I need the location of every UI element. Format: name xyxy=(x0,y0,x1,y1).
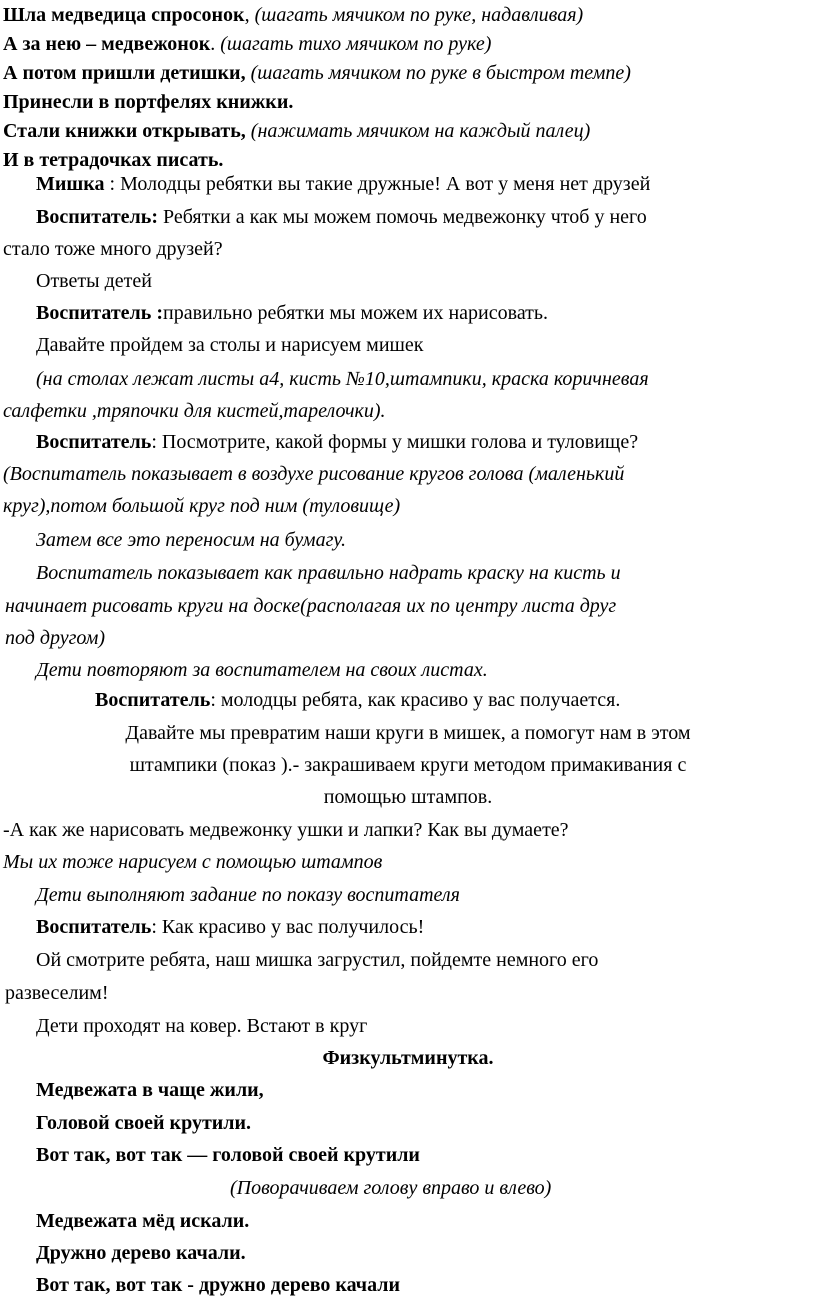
exercise-line-4: Медвежата мёд искали. xyxy=(36,1210,250,1232)
teacher-line-4 xyxy=(95,685,620,715)
task-note: Дети выполняют задание по показу воспитателя xyxy=(36,884,460,906)
exercise-line-2: Головой своей крутили. xyxy=(36,1112,252,1134)
speech-text: правильно ребятки мы можем их нарисовать. xyxy=(162,302,549,324)
go-to-tables: Давайте пройдем за столы и нарисуем мишек xyxy=(36,334,424,356)
exercise-line-3: Вот так, вот так — головой своей крутили xyxy=(36,1144,420,1166)
poem-text: А за нею – медвежонок xyxy=(3,33,211,55)
materials-note-2: салфетки ,тряпочки для кистей,тарелочки). xyxy=(3,400,386,422)
paint-note-1: Воспитатель показывает как правильно надрать краску на кисть и xyxy=(36,562,621,584)
poem-line-5 xyxy=(3,116,590,146)
poem-line-4: Принесли в портфелях книжки. xyxy=(3,91,294,113)
stamps-note: Мы их тоже нарисуем с помощью штампов xyxy=(3,851,383,873)
turn-into-bears-3: помощью штампов. xyxy=(323,786,493,808)
carpet-line: Дети проходят на ковер. Встают в круг xyxy=(36,1015,368,1037)
speaker-teacher: Воспитатель : xyxy=(36,302,163,324)
poem-instruction: (шагать тихо мячиком по руке) xyxy=(220,33,492,55)
repeat-note: Дети повторяют за воспитателем на своих листах. xyxy=(36,659,488,681)
poem-instruction: (нажимать мячиком на каждый палец) xyxy=(250,120,591,142)
speech-text: : Как красиво у вас получилось! xyxy=(151,916,425,938)
demo-note-1: (Воспитатель показывает в воздухе рисование кругов голова (маленький xyxy=(3,463,625,485)
speaker-teacher: Воспитатель xyxy=(36,916,152,938)
poem-line-2 xyxy=(3,29,491,59)
poem-text: Шла медведица спросонок xyxy=(3,4,245,26)
teacher-line-2 xyxy=(36,298,548,328)
demo-note-2: круг),потом большой круг под ним (туловище) xyxy=(3,495,401,517)
exercise-line-6: Вот так, вот так - дружно дерево качали xyxy=(36,1274,400,1296)
speech-text: : молодцы ребята, как красиво у вас получается. xyxy=(210,689,621,711)
question-line: -А как же нарисовать медвежонку ушки и лапки? Как вы думаете? xyxy=(3,819,569,841)
poem-instruction: (шагать мячиком по руке в быстром темпе) xyxy=(250,62,631,84)
poem-line-1 xyxy=(3,0,583,30)
speaker-teacher: Воспитатель xyxy=(36,431,152,453)
teacher-line-5 xyxy=(36,912,424,942)
poem-line-3 xyxy=(3,58,631,88)
exercise-line-1: Медвежата в чаще жили, xyxy=(36,1079,264,1101)
teacher-line-1-continued: стало тоже много друзей? xyxy=(3,238,223,260)
speaker-mishka: Мишка xyxy=(36,173,105,195)
teacher-line-1 xyxy=(36,202,647,232)
turn-into-bears-1: Давайте мы превратим наши круги в мишек, а помогут нам в этом xyxy=(125,722,691,744)
punctuation: . xyxy=(210,33,221,55)
speech-text: : Молодцы ребятки вы такие дружные! А вот у меня нет друзей xyxy=(104,173,651,195)
poem-line-6: И в тетрадочках писать. xyxy=(3,149,224,171)
turn-into-bears-2: штампики (показ ).- закрашиваем круги методом примакивания с xyxy=(129,754,687,776)
punctuation: , xyxy=(244,4,255,26)
speech-text: Ребятки а как мы можем помочь медвежонку чтоб у него xyxy=(157,206,647,228)
poem-instruction: (шагать мячиком по руке, надавливая) xyxy=(254,4,584,26)
exercise-title: Физкультминутка. xyxy=(322,1047,494,1069)
speech-text: : Посмотрите, какой формы у мишки голова и туловище? xyxy=(151,431,639,453)
transfer-note: Затем все это переносим на бумагу. xyxy=(36,529,346,551)
children-answers: Ответы детей xyxy=(36,270,152,292)
speaker-teacher: Воспитатель xyxy=(95,689,211,711)
sad-bear-line-1: Ой смотрите ребята, наш мишка загрустил, пойдемте немного его xyxy=(36,949,599,971)
sad-bear-line-2: развеселим! xyxy=(5,982,109,1004)
teacher-line-3 xyxy=(36,427,638,457)
poem-text: Стали книжки открывать, xyxy=(3,120,251,142)
paint-note-2: начинает рисовать круги на доске(располагая их по центру листа друг xyxy=(5,595,617,617)
paint-note-3: под другом) xyxy=(5,627,106,649)
exercise-note: (Поворачиваем голову вправо и влево) xyxy=(230,1177,552,1199)
speaker-teacher: Воспитатель: xyxy=(36,206,158,228)
mishka-line xyxy=(36,169,650,199)
materials-note-1: (на столах лежат листы а4, кисть №10,штампики, краска коричневая xyxy=(36,368,649,390)
poem-text: А потом пришли детишки, xyxy=(3,62,251,84)
exercise-line-5: Дружно дерево качали. xyxy=(36,1242,246,1264)
